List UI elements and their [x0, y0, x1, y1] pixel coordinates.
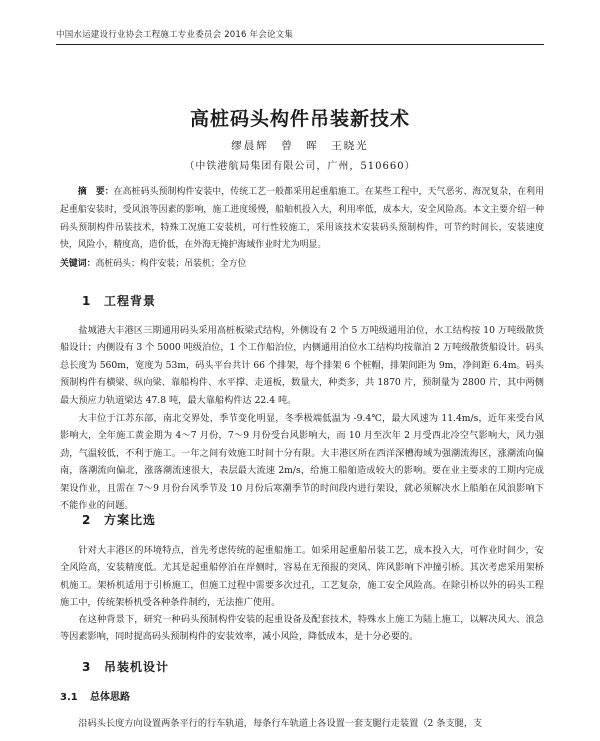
- keywords-text: 高桩码头；构件安装；吊装机；全方位: [95, 259, 247, 269]
- keywords-label: 关键词：: [60, 259, 96, 269]
- section-2-paragraph-1: 针对大丰港区的环境特点，首先考虑传统的起重船施工。如采用起重船吊装工艺，成本投入大，可作业时间少，安全风险高，安装精度低。尤其是起重船停泊在岸侧时，容易在无预报的突风、阵风影响下冲撞引桥。其次考虑采用架桥机施工。架桥机适用于引桥施工，但施工过程中需要多次过孔，工艺复杂，施工安全风险高。在除引桥以外的码头工程施工中，传统架桥机受各种条件制约，无法推广使用。: [60, 545, 544, 609]
- section-2-paragraph-2: 在这种背景下，研究一种码头预制构件安装的起重设备及配套技术，特殊水上施工为陆上施工，以解决风大、浪急等因素影响，同时提高码头预制构件的安装效率，减小风险，降低成本，是十分必要的。: [60, 614, 544, 643]
- section-number: 3: [82, 660, 92, 674]
- section-1-paragraph-1: 盐城港大丰港区三期通用码头采用高桩板梁式结构，外侧设有 2 个 5 万吨级通用泊位，水工结构按 10 万吨级散货船设计；内侧设有 3 个 5000 吨级泊位，1 个工作船泊位，内侧通用泊位水工结构均按靠泊 2 万吨级散货船设计。码头总长度为 560m，宽度为 53m，码头平台共计 66 个排架，每个排架 6 个桩帽，排架间距为 9m，净间距 6.4m。码头预制构件有横梁、纵向梁、靠船构件、水平撑、走道板，数量大，种类多，共 1870 片，预制量为 2800 片，其中两侧最大预应力轨道梁达 47.8 吨，最大靠船构件达 22.4 吨。: [60, 325, 544, 406]
- subsection-title: 总体思路: [90, 692, 130, 703]
- section-number: 1: [82, 294, 92, 308]
- subsection-number: 3.1: [60, 692, 78, 703]
- abstract: [60, 184, 544, 255]
- section-heading-2: [82, 511, 156, 528]
- section-3-1-paragraph-1: 沿码头长度方向设置两条平行的行车轨道，每条行车轨道上各设置一套支腿行走装置（2 条支腿，支: [78, 718, 483, 729]
- section-number: 2: [82, 513, 92, 527]
- section-heading-1: [82, 292, 156, 309]
- paper-title: 高桩码头构件吊装新技术: [189, 108, 410, 130]
- keywords: [60, 256, 544, 273]
- header-rule: [56, 44, 544, 45]
- section-1-paragraph-2: 大丰位于江苏东部，南北交界处，季节变化明显，冬季极端低温为 -9.4℃，最大风速为 11.4m/s，近年来受台风影响大，全年施工黄金期为 4～7 月份，7～9 月份受台风影响大，而 10 月至次年 2 月受西北冷空气影响大，风力强劲，气温较低，不利于施工。一年之间有效施工时间十分有限。大丰港区所在西洋深槽海域为强潮流海区，涨潮流向偏南，落潮流向偏北，涨落潮流速很大，表层最大流速 2m/s，给施工船舶造成较大的影响。要在业主要求的工期内完成架设作业，且需在 7～9 月份台风季节及 10 月份后寒潮季节的时间段内进行架设，就必须解决水上船舶在风浪影响下不能作业的问题。: [60, 413, 544, 512]
- author-list: 缪晨辉 曾 晖 王晓光: [231, 140, 369, 152]
- subsection-heading-3-1: [60, 688, 130, 703]
- abstract-text: 在高桩码头预制构件安装中，传统工艺一般都采用起重船施工。在某些工程中，天气恶劣、海况复杂，在利用起重船安装时，受风浪等因素的影响，施工进度缓慢，船舶机投入大，利用率低，成本大，安全风险高。本文主要介绍一种码头预制构件吊装技术，特殊工况施工安装机，可行性较施工，采用该技术安装码头预制构件，可节约时间长，安装速度快，风险小，精度高，造价低，在外海无掩护海域作业时尤为明显。: [60, 187, 545, 251]
- section-title: 吊装机设计: [104, 660, 170, 674]
- affiliation: （中铁港航局集团有限公司，广州，510660）: [184, 161, 416, 172]
- section-title: 工程背景: [104, 294, 157, 308]
- section-heading-3: [82, 658, 169, 675]
- abstract-label: 摘 要：: [77, 187, 114, 197]
- running-header: 中国水运建设行业协会工程施工专业委员会 2016 年会论文集: [56, 30, 294, 40]
- section-title: 方案比选: [104, 513, 157, 527]
